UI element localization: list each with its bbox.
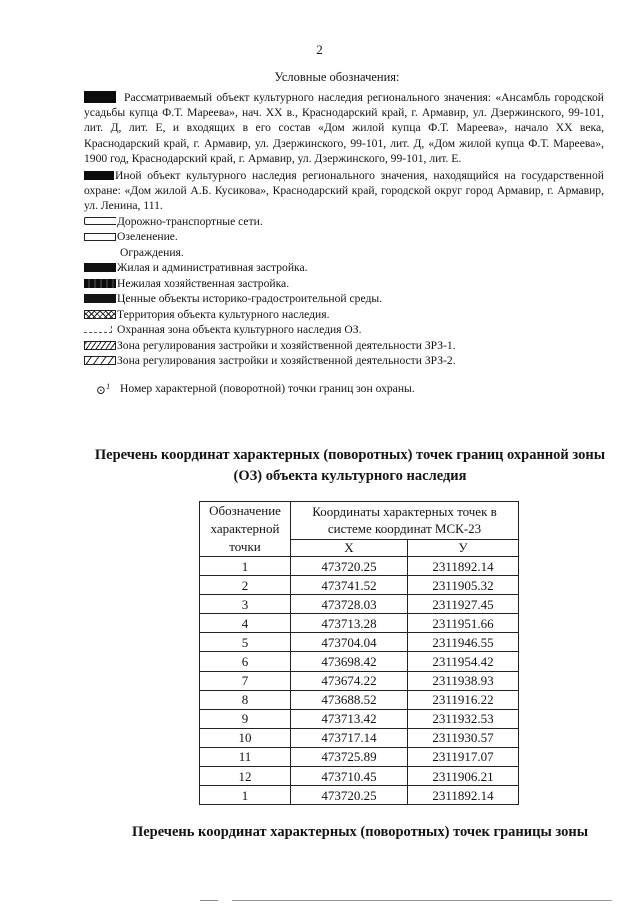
table-row <box>200 786 519 805</box>
coordinates-table <box>199 501 519 805</box>
table-row <box>200 633 519 652</box>
legend-item-other-object <box>84 168 604 214</box>
x-cell: 473704.04 <box>291 633 408 652</box>
legend-item-fences <box>84 245 604 261</box>
zrz1-symbol-icon <box>84 341 116 350</box>
legend-item-zrz2 <box>84 353 604 369</box>
x-cell: 473728.03 <box>291 595 408 614</box>
bottom-heading: Перечень координат характерных (поворотных) точек границы зоны <box>131 824 589 840</box>
point-cell: 7 <box>200 671 291 690</box>
point-cell: 9 <box>200 709 291 728</box>
x-cell: 473741.52 <box>291 576 408 595</box>
legend-item-main-object <box>84 90 604 166</box>
x-cell: 473698.42 <box>291 652 408 671</box>
legend-item-greenery <box>84 229 604 245</box>
legend <box>84 90 604 397</box>
legend-item-point-number <box>84 381 604 397</box>
zrz1-label: Зона регулирования застройки и хозяйственной деятельности ЗРЗ-1. <box>117 338 456 352</box>
point-cell: 6 <box>200 652 291 671</box>
x-cell: 473717.14 <box>291 728 408 747</box>
scan-line <box>232 900 612 901</box>
table-row <box>200 595 519 614</box>
point-cell: 8 <box>200 690 291 709</box>
table-row <box>200 671 519 690</box>
y-cell: 2311946.55 <box>408 633 519 652</box>
table-row <box>200 690 519 709</box>
zrz2-label: Зона регулирования застройки и хозяйственной деятельности ЗРЗ-2. <box>117 354 456 368</box>
point-cell: 11 <box>200 747 291 766</box>
zrz2-symbol-icon <box>84 356 116 365</box>
valuable-label: Ценные объекты историко-градостроительной среды. <box>117 292 383 306</box>
x-cell: 473713.42 <box>291 709 408 728</box>
x-cell: 473688.52 <box>291 690 408 709</box>
other-object-text: Иной объект культурного наследия регионального значения, находящийся на государственной охране: «Дом жилой А.Б. Кусикова», Краснодарский край, городской округ город Армавир, г. Армавир, ул. Ленина, 111. <box>84 169 604 213</box>
residential-symbol-icon <box>84 263 116 272</box>
greenery-symbol-icon <box>84 233 116 241</box>
col-x-header: X <box>291 539 408 556</box>
legend-item-roads <box>84 214 604 230</box>
table-heading: Перечень координат характерных (поворотных) точек границ охранной зоны (ОЗ) объекта культурного наследия <box>94 447 606 484</box>
legend-item-territory <box>84 307 604 323</box>
table-row <box>200 652 519 671</box>
col-point-header: Обозначение характерной точки <box>200 502 291 557</box>
table-row <box>200 709 519 728</box>
table-row <box>200 767 519 786</box>
point-cell: 2 <box>200 576 291 595</box>
x-cell: 473713.28 <box>291 614 408 633</box>
point-marker-number: 1 <box>106 382 111 392</box>
y-cell: 2311905.32 <box>408 576 519 595</box>
legend-item-zrz1 <box>84 338 604 354</box>
main-object-symbol-icon <box>84 91 116 103</box>
col-y-header: У <box>408 539 519 556</box>
legend-item-protection-zone <box>84 322 604 338</box>
legend-item-valuable <box>84 291 604 307</box>
table-row <box>200 728 519 747</box>
y-cell: 2311916.22 <box>408 690 519 709</box>
protection-zone-symbol-icon <box>84 326 112 333</box>
other-object-block <box>84 168 604 214</box>
main-object-text: Рассматриваемый объект культурного наследия регионального значения: «Ансамбль городской усадьбы купца Ф.Т. Мареева», нач. XX в., Краснодарский край, г. Армавир, ул. Дзержинского, 99-101, лит. Д, лит. Е, и входящих в его состав «Дом жилой купца Ф.Т. Мареева», начало XX века, Краснодарский край, г. Армавир, ул. Дзержинского, 99-101, лит. Д, «Дом жилой купца Ф.Т. Мареева», 1900 год, Краснодарский край, г. Армавир, ул. Дзержинского, 99-101, лит. Е. <box>84 91 604 165</box>
y-cell: 2311906.21 <box>408 767 519 786</box>
residential-label: Жилая и административная застройка. <box>117 261 308 275</box>
point-cell: 1 <box>200 786 291 805</box>
page-number: 2 <box>316 42 323 57</box>
x-cell: 473725.89 <box>291 747 408 766</box>
territory-symbol-icon <box>84 310 116 319</box>
scan-mark <box>200 900 218 901</box>
point-cell: 10 <box>200 728 291 747</box>
protection-zone-label: Охранная зона объекта культурного наследия ОЗ. <box>117 323 362 337</box>
x-cell: 473710.45 <box>291 767 408 786</box>
y-cell: 2311938.93 <box>408 671 519 690</box>
legend-item-residential <box>84 260 604 276</box>
greenery-label: Озеленение. <box>117 230 178 244</box>
x-cell: 473674.22 <box>291 671 408 690</box>
y-cell: 2311951.66 <box>408 614 519 633</box>
valuable-symbol-icon <box>84 294 116 303</box>
non-residential-symbol-icon <box>84 279 116 288</box>
x-cell: 473720.25 <box>291 786 408 805</box>
point-marker-icon: ⊙$^1$ <box>96 382 111 398</box>
point-cell: 1 <box>200 557 291 576</box>
y-cell: 2311954.42 <box>408 652 519 671</box>
y-cell: 2311930.57 <box>408 728 519 747</box>
point-cell: 4 <box>200 614 291 633</box>
non-residential-label: Нежилая хозяйственная застройка. <box>117 276 290 290</box>
point-cell: 3 <box>200 595 291 614</box>
point-number-label: Номер характерной (поворотной) точки границ зон охраны. <box>120 382 415 396</box>
y-cell: 2311917.07 <box>408 747 519 766</box>
table-row <box>200 614 519 633</box>
point-cell: 12 <box>200 767 291 786</box>
roads-label: Дорожно-транспортные сети. <box>117 214 263 228</box>
point-cell: 5 <box>200 633 291 652</box>
y-cell: 2311927.45 <box>408 595 519 614</box>
other-object-symbol-icon <box>84 171 114 180</box>
col-coords-header: Координаты характерных точек в системе координат МСК-23 <box>291 502 519 540</box>
table-row <box>200 747 519 766</box>
road-symbol-icon <box>84 217 116 225</box>
table-row <box>200 576 519 595</box>
y-cell: 2311892.14 <box>408 786 519 805</box>
y-cell: 2311892.14 <box>408 557 519 576</box>
legend-item-non-residential <box>84 276 604 292</box>
territory-label: Территория объекта культурного наследия. <box>117 307 330 321</box>
x-cell: 473720.25 <box>291 557 408 576</box>
legend-title: Условные обозначения: <box>274 70 400 84</box>
table-row <box>200 557 519 576</box>
fences-label: Ограждения. <box>120 245 184 259</box>
y-cell: 2311932.53 <box>408 709 519 728</box>
